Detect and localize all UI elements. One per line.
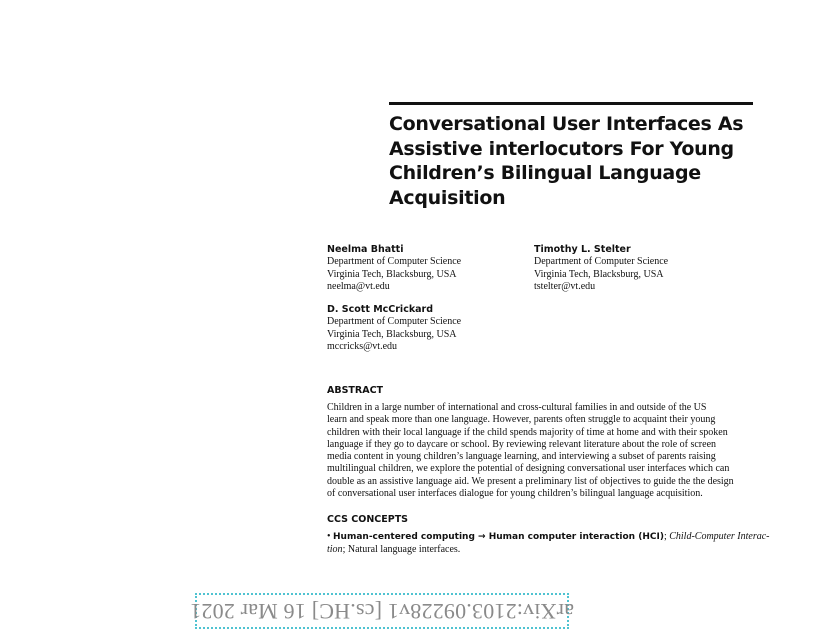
title-line: Acquisition	[389, 186, 506, 209]
title-rule	[389, 102, 753, 105]
ccs-bullet: •	[327, 531, 331, 542]
ccs-concept-nli: ; Natural language interfaces.	[342, 543, 461, 555]
title-line: Children’s Bilingual Language	[389, 162, 701, 184]
abstract-line: language if they go to daycare or school. By reviewing relevant literature about the role of screen	[327, 438, 717, 450]
arxiv-identifier: arXiv:2103.09228v1 [cs.HC] 16 Mar 2021	[190, 599, 574, 624]
abstract-line: Children in a large number of international and cross-cultural families in and outside of the US	[327, 402, 707, 413]
abstract-line: media content in young children’s language learning, and interviewing a subset of parents raising	[327, 451, 716, 463]
ccs-separator: ;	[663, 531, 667, 542]
title-line: Conversational User Interfaces As	[389, 113, 744, 135]
abstract-line: double as an assistive language aid. We present a preliminary list of objectives to guide the the design	[327, 475, 734, 487]
abstract-heading: ABSTRACT	[327, 385, 384, 396]
author-block-mccrickard	[327, 304, 527, 354]
ccs-heading: CCS CONCEPTS	[327, 514, 409, 525]
author-department: Department of Computer Science	[327, 316, 462, 328]
abstract-line: multilingual children, we explore the potential of designing conversational user interfaces which can	[327, 463, 730, 475]
abstract-line: of conversational user interfaces dialogue for young children’s bilingual language acquisition.	[327, 488, 703, 500]
author-affiliation: Virginia Tech, Blacksburg, USA	[327, 328, 457, 340]
abstract-body	[327, 402, 755, 500]
ccs-concept-cci-b: tion	[327, 543, 343, 555]
author-affiliation: Virginia Tech, Blacksburg, USA	[534, 268, 664, 280]
abstract-line: children with their local language if the child spends majority of time at home and with their spoken	[327, 426, 728, 438]
author-name: Neelma Bhatti	[327, 244, 404, 255]
author-email: mccricks@vt.edu	[327, 341, 398, 353]
title-line: Assistive interlocutors For Young	[389, 137, 734, 160]
author-department: Department of Computer Science	[534, 256, 669, 268]
abstract-line: learn and speak more than one language. However, parents often struggle to acquaint their young	[327, 414, 716, 426]
author-email: tstelter@vt.edu	[534, 281, 596, 293]
author-block-stelter	[534, 244, 734, 294]
author-name: Timothy L. Stelter	[534, 244, 631, 255]
ccs-concept-hcc: Human-centered computing → Human computer interaction (HCI)	[333, 532, 664, 542]
ccs-body	[327, 531, 770, 556]
paper-title	[389, 112, 769, 210]
author-email: neelma@vt.edu	[327, 281, 390, 293]
author-name: D. Scott McCrickard	[327, 304, 434, 315]
ccs-line	[327, 531, 770, 544]
author-affiliation: Virginia Tech, Blacksburg, USA	[327, 268, 457, 280]
author-department: Department of Computer Science	[327, 256, 462, 268]
arxiv-stamp	[190, 593, 574, 629]
author-block-bhatti	[327, 244, 527, 294]
ccs-concept-cci-a: Child-Computer Interac-	[669, 531, 770, 542]
ccs-line	[327, 544, 757, 557]
